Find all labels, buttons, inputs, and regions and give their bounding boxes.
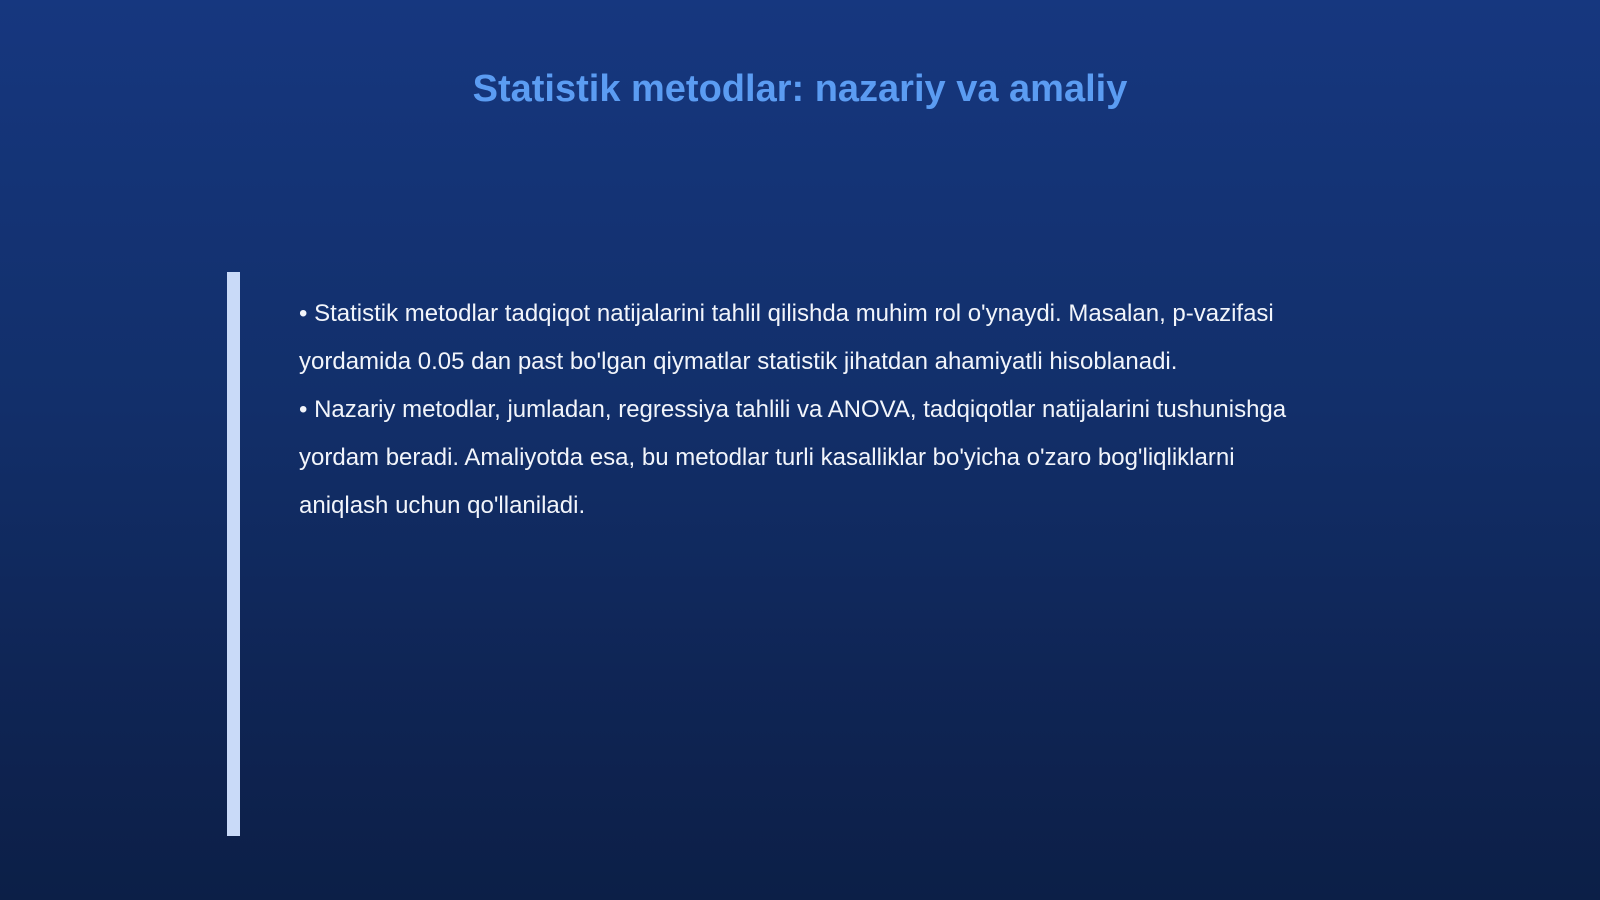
bullet-list (299, 290, 1309, 530)
accent-bar (227, 272, 240, 836)
bullet-item-1: • Statistik metodlar tadqiqot natijalarini tahlil qilishda muhim rol o'ynaydi. Masalan, p-vazifasi yordamida 0.05 dan past bo'lgan qiymatlar statistik jihatdan ahamiyatli hisoblanadi. (299, 300, 1274, 375)
slide-title: Statistik metodlar: nazariy va amaliy (472, 68, 1128, 110)
bullet-item-2: • Nazariy metodlar, jumladan, regressiya tahlili va ANOVA, tadqiqotlar natijalarini tushunishga yordam beradi. Amaliyotda esa, bu metodlar turli kasalliklar bo'yicha o'zaro bog'liqliklarni aniqlash uchun qo'llaniladi. (299, 396, 1287, 519)
